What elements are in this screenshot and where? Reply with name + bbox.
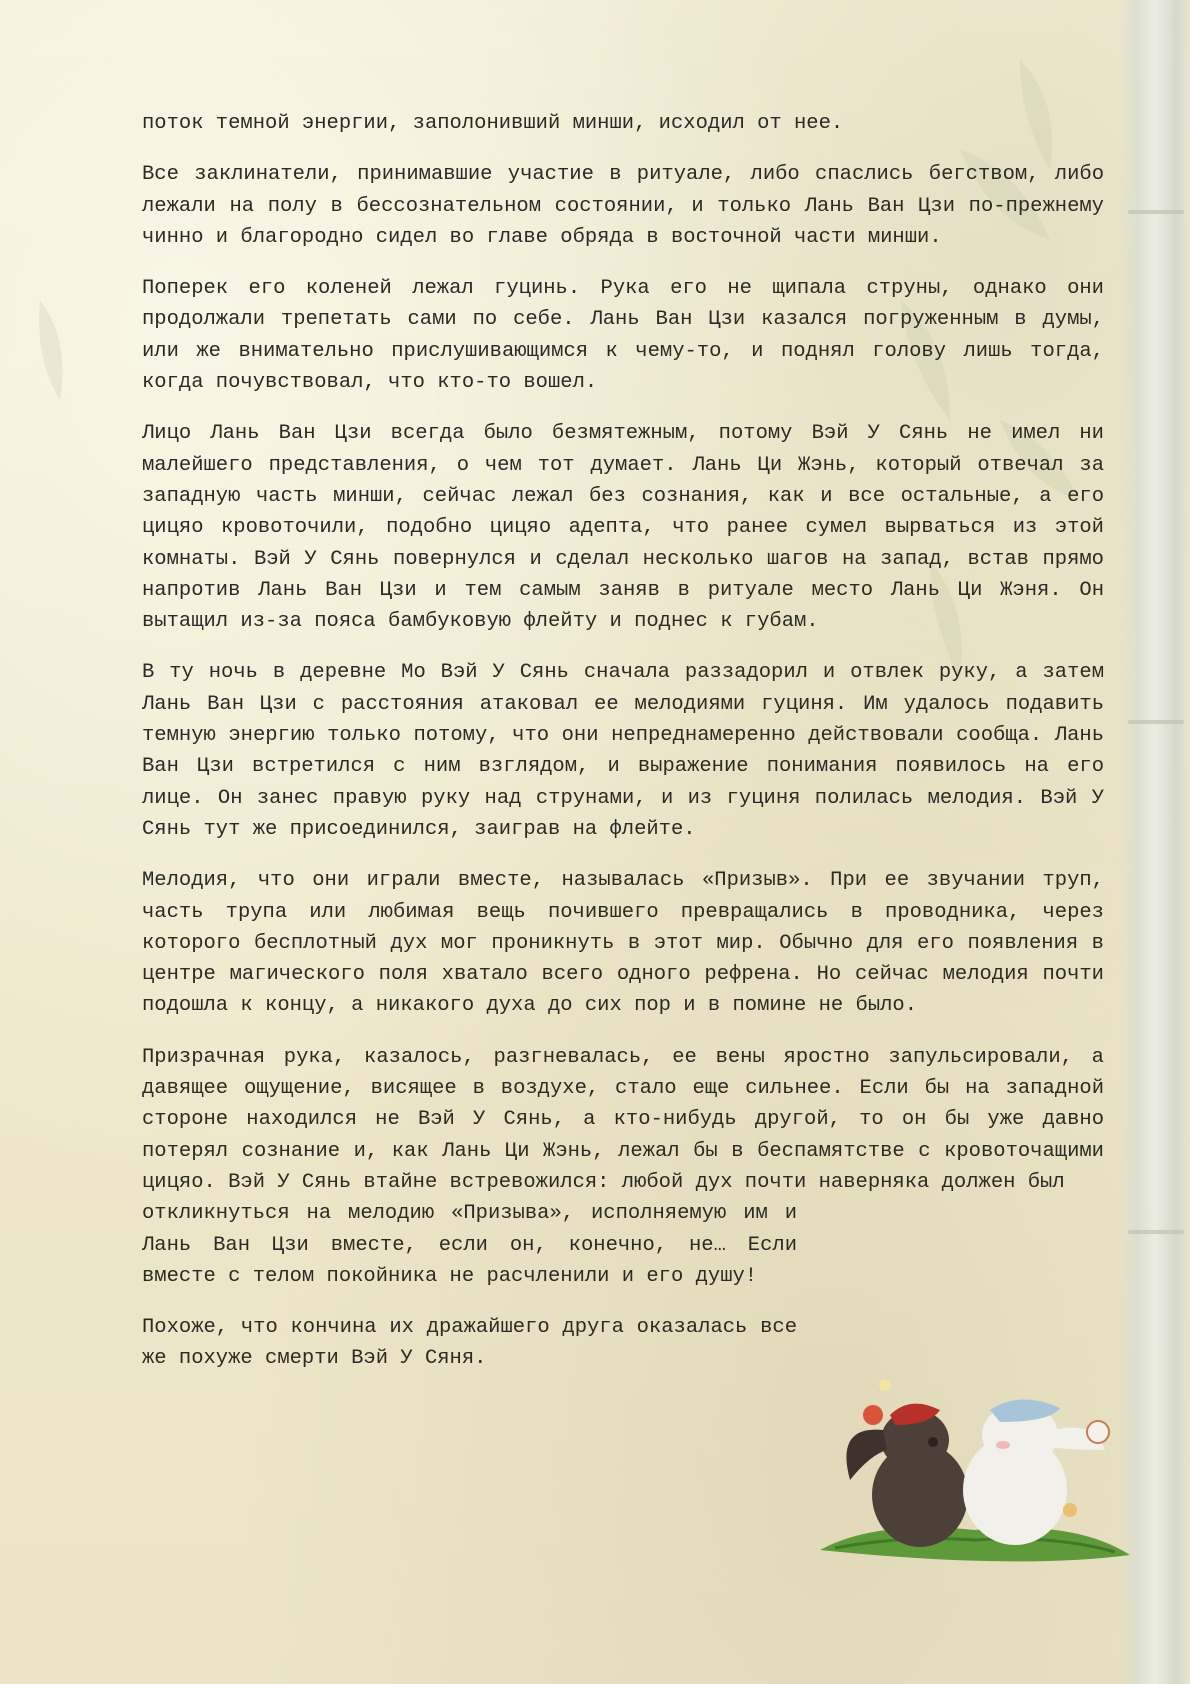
paragraph: поток темной энергии, заполонивший минши, исходил от нее. (142, 112, 844, 135)
paragraph: Мелодия, что они играли вместе, называлась «Призыв». При ее звучании труп, часть трупа или любимая вещь почившего превращались в проводника, через которого бесплотный дух мог проникнуть в этот мир. Обычно для его появления в центре магического поля хватало всего одного рефрена. Но сейчас мелодия почти подошла к концу, а никакого духа до сих пор и в помине не было. (142, 869, 1104, 1018)
paragraph: Все заклинатели, принимавшие участие в ритуале, либо спаслись бегством, либо лежали на полу в бессознательном состоянии, и только Лань Ван Цзи по-прежнему чинно и благородно сидел во главе обряда в восточной части минши. (142, 163, 1104, 249)
bamboo-node (1128, 1230, 1184, 1234)
paragraph: Похоже, что кончина их дражайшего друга оказалась все же похуже смерти Вэй У Сяня. (142, 1316, 797, 1371)
paragraph-continued: откликнуться на мелодию «Призыва», исполняемую им и Лань Ван Цзи вместе, если он, конечно, не… Если вместе с телом покойника не расчленили и его душу! (142, 1202, 797, 1288)
document-body (142, 108, 1104, 1395)
two-bunnies-illustration-icon (815, 1370, 1135, 1570)
bamboo-node (1128, 210, 1184, 214)
paragraph: Поперек его коленей лежал гуцинь. Рука его не щипала струны, однако они продолжали трепетать сами по себе. Лань Ван Цзи казался погруженным в думы, или же внимательно прислушивающимся к чему-то, и поднял голову лишь тогда, когда почувствовал, что кто-то вошел. (142, 277, 1104, 395)
paragraph: Призрачная рука, казалось, разгневалась, ее вены яростно запульсировали, а давящее ощущение, висящее в воздухе, стало еще сильнее. Если бы на западной стороне находился не Вэй У Сянь, а кто-нибудь другой, то он бы уже давно потерял сознание и, как Лань Ци Жэнь, лежал бы в беспамятстве с кровоточащими цицяо. Вэй У Сянь втайне встревожился: любой дух почти наверняка должен был (142, 1045, 1104, 1194)
bamboo-node (1128, 720, 1184, 724)
paragraph: В ту ночь в деревне Мо Вэй У Сянь сначала раззадорил и отвлек руку, а затем Лань Ван Цзи с расстояния атаковал ее мелодиями гуциня. Им удалось подавить темную энергию только потому, что они непреднамеренно действовали сообща. Лань Ван Цзи встретился с ним взглядом, и выражение понимания появилось на его лице. Он занес правую руку над струнами, и из гуциня полилась мелодия. Вэй У Сянь тут же присоединился, заиграв на флейте. (142, 661, 1104, 841)
paragraph: Лицо Лань Ван Цзи всегда было безмятежным, потому Вэй У Сянь не имел ни малейшего представления, о чем тот думает. Лань Ци Жэнь, который отвечал за западную часть минши, сейчас лежал без сознания, как и все остальные, а его цицяо кровоточили, подобно цицяо адепта, что ранее сумел вырваться из этой комнаты. Вэй У Сянь повернулся и сделал несколько шагов на запад, встав прямо напротив Лань Ван Цзи и тем самым заняв в ритуале место Лань Ци Жэня. Он вытащил из-за пояса бамбуковую флейту и поднес к губам. (142, 422, 1104, 634)
